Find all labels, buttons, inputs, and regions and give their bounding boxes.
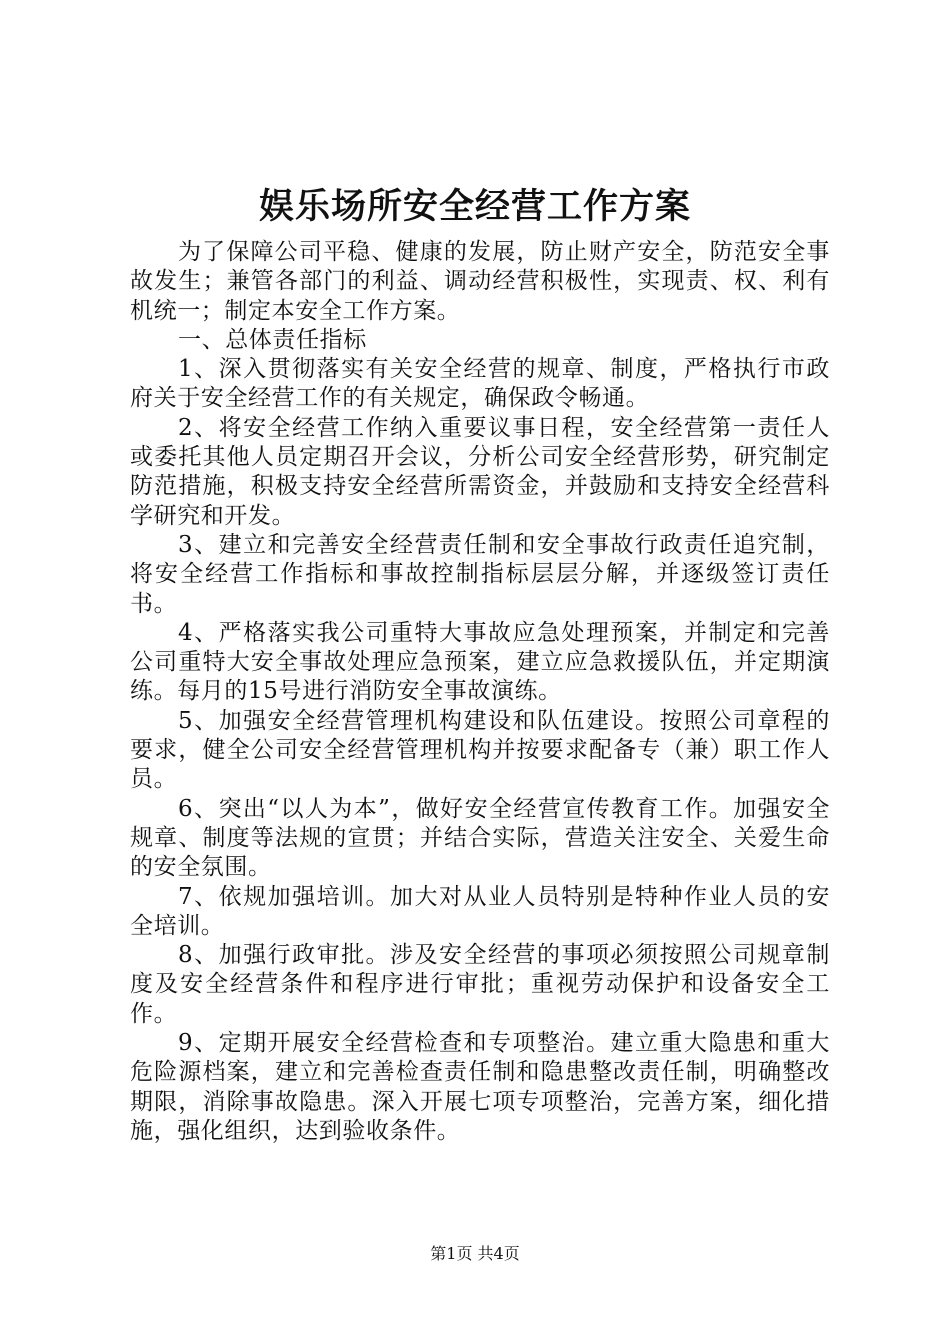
paragraph-item-5: 5、加强安全经营管理机构建设和队伍建设。按照公司章程的要求，健全公司安全经营管理机构并按要求配备专（兼）职工作人员。 bbox=[130, 707, 830, 793]
paragraph-item-1: 1、深入贯彻落实有关安全经营的规章、制度，严格执行市政府关于安全经营工作的有关规定，确保政令畅通。 bbox=[130, 356, 830, 412]
paragraph-item-7: 7、依规加强培训。加大对从业人员特别是特种作业人员的安全培训。 bbox=[130, 883, 830, 939]
paragraph-item-9: 9、定期开展安全经营检查和专项整治。建立重大隐患和重大危险源档案，建立和完善检查责任制和隐患整改责任制，明确整改期限，消除事故隐患。深入开展七项专项整治，完善方案，细化措施，强化组织，达到验收条件。 bbox=[130, 1030, 830, 1144]
document-body bbox=[130, 238, 830, 1146]
section-heading: 一、总体责任指标 bbox=[178, 326, 367, 353]
paragraph-item-4: 4、严格落实我公司重特大事故应急处理预案，并制定和完善公司重特大安全事故处理应急预案，建立应急救援队伍，并定期演练。每月的15号进行消防安全事故演练。 bbox=[130, 619, 830, 705]
paragraph-intro: 为了保障公司平稳、健康的发展，防止财产安全，防范安全事故发生；兼管各部门的利益、调动经营积极性，实现责、权、利有机统一；制定本安全工作方案。 bbox=[130, 239, 830, 324]
document-title: 娱乐场所安全经营工作方案 bbox=[258, 186, 691, 227]
paragraph-item-8: 8、加强行政审批。涉及安全经营的事项必须按照公司规章制度及安全经营条件和程序进行审批；重视劳动保护和设备安全工作。 bbox=[130, 942, 830, 1027]
page-number-footer: 第1页 共4页 bbox=[430, 1244, 520, 1263]
paragraph-item-2: 2、将安全经营工作纳入重要议事日程，安全经营第一责任人或委托其他人员定期召开会议，分析公司安全经营形势，研究制定防范措施，积极支持安全经营所需资金，并鼓励和支持安全经营科学研究和开发。 bbox=[130, 414, 830, 529]
paragraph-item-6: 6、突出“以人为本”，做好安全经营宣传教育工作。加强安全规章、制度等法规的宣贯；并结合实际，营造关注安全、关爱生命的安全氛围。 bbox=[130, 795, 830, 881]
paragraph-item-3: 3、建立和完善安全经营责任制和安全事故行政责任追究制，将安全经营工作指标和事故控制指标层层分解，并逐级签订责任书。 bbox=[130, 531, 830, 617]
